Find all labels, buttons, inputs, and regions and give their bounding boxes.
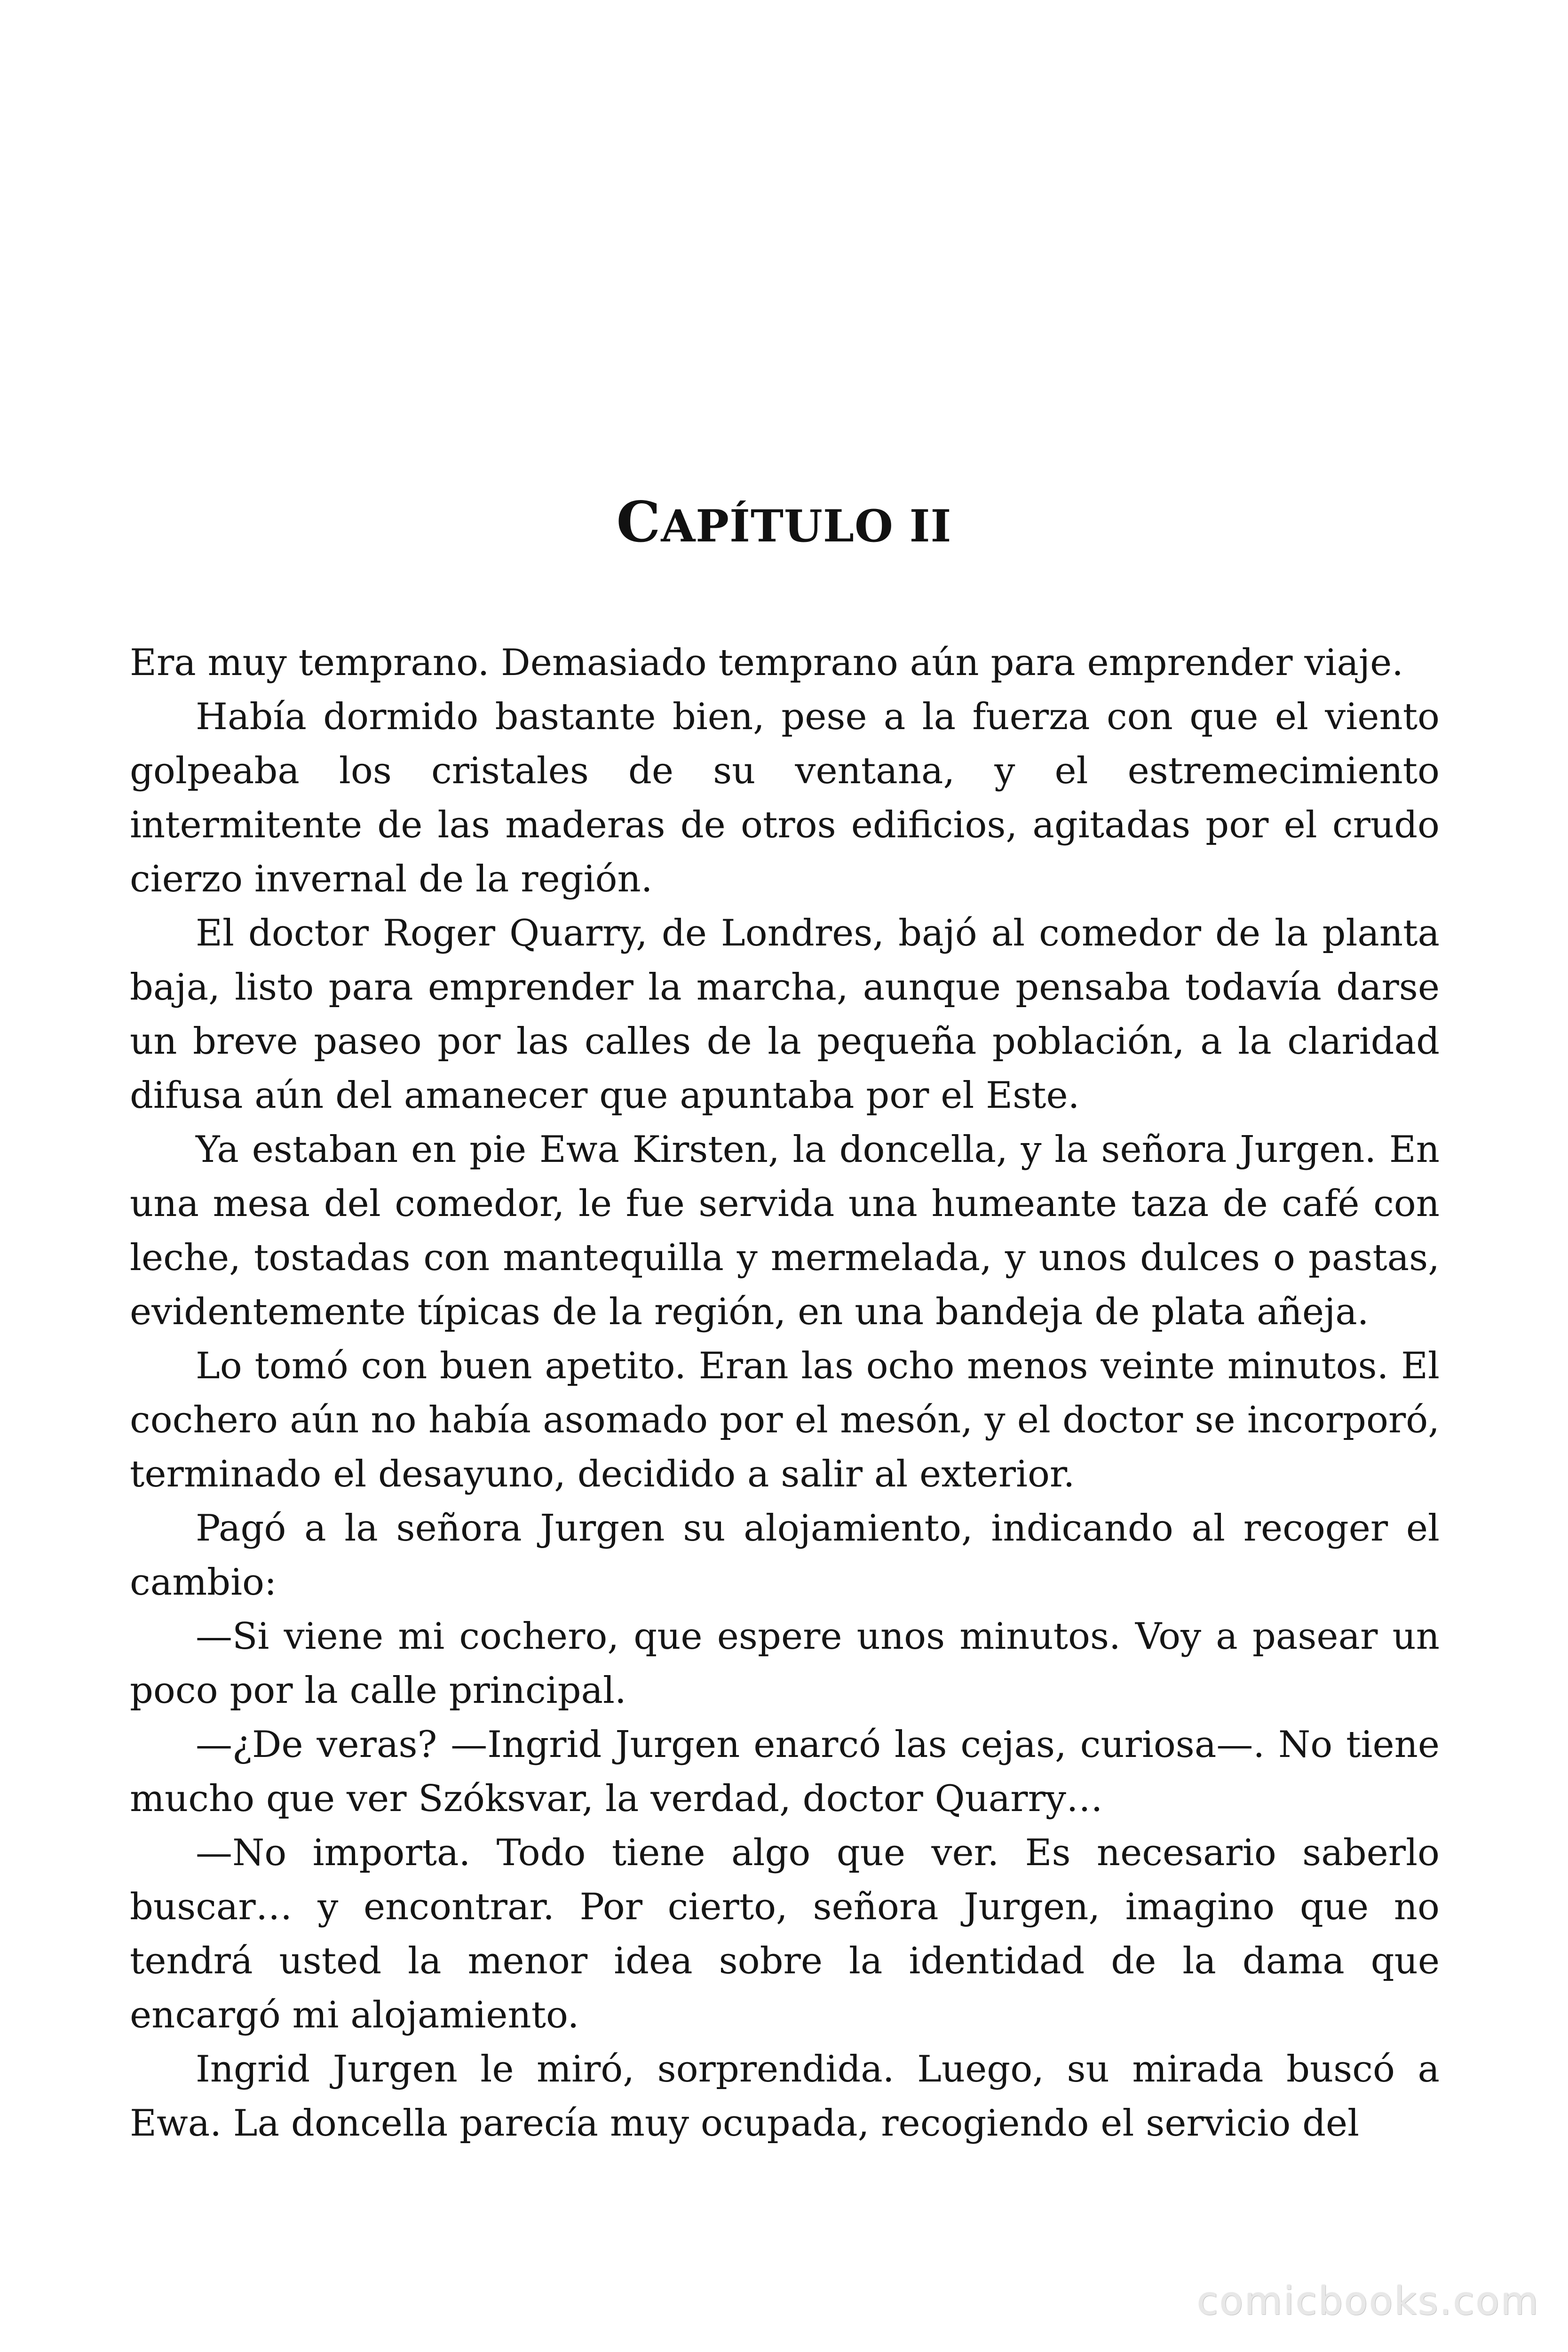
paragraph: —No importa. Todo tiene algo que ver. Es necesario saberlo buscar… y encontrar. Por cierto, señora Jurgen, imagino que no tendrá usted la menor idea sobre la identidad de la dama que encargó mi alojamiento.: [130, 1832, 1440, 2036]
body-text: [130, 636, 1440, 2151]
watermark: comicbooks.com: [1197, 2279, 1540, 2324]
paragraph: Era muy temprano. Demasiado temprano aún para emprender viaje.: [130, 642, 1404, 684]
paragraph: Ingrid Jurgen le miró, sorprendida. Luego, su mirada buscó a Ewa. La doncella parecía muy ocupada, recogiendo el servicio del: [130, 2048, 1440, 2145]
paragraph: —¿De veras? —Ingrid Jurgen enarcó las cejas, curiosa—. No tiene mucho que ver Szóksvar, la verdad, doctor Quarry…: [130, 1724, 1440, 1820]
paragraph: —Si viene mi cochero, que espere unos minutos. Voy a pasear un poco por la calle principal.: [130, 1615, 1440, 1712]
paragraph: Ya estaban en pie Ewa Kirsten, la doncella, y la señora Jurgen. En una mesa del comedor, le fue servida una humeante taza de café con leche, tostadas con mantequilla y mermelada, y unos dulces o pastas, evidentemente típicas de la región, en una bandeja de plata añeja.: [130, 1128, 1440, 1333]
paragraph: Lo tomó con buen apetito. Eran las ocho menos veinte minutos. El cochero aún no había asomado por el mesón, y el doctor se incorporó, terminado el desayuno, decidido a salir al exterior.: [130, 1345, 1440, 1495]
chapter-title-lead: C: [616, 489, 661, 555]
chapter-title: [0, 489, 1568, 556]
paragraph: El doctor Roger Quarry, de Londres, bajó al comedor de la planta baja, listo para emprender la marcha, aunque pensaba todavía darse un breve paseo por las calles de la pequeña población, a la claridad difusa aún del amanecer que apuntaba por el Este.: [130, 912, 1440, 1117]
paragraph: Pagó a la señora Jurgen su alojamiento, indicando al recoger el cambio:: [130, 1507, 1440, 1604]
paragraph: Había dormido bastante bien, pese a la fuerza con que el viento golpeaba los cristales de su ventana, y el estremecimiento intermitente de las maderas de otros edificios, agitadas por el crudo cierzo invernal de la región.: [130, 696, 1440, 900]
chapter-title-rest: APÍTULO II: [661, 501, 952, 553]
